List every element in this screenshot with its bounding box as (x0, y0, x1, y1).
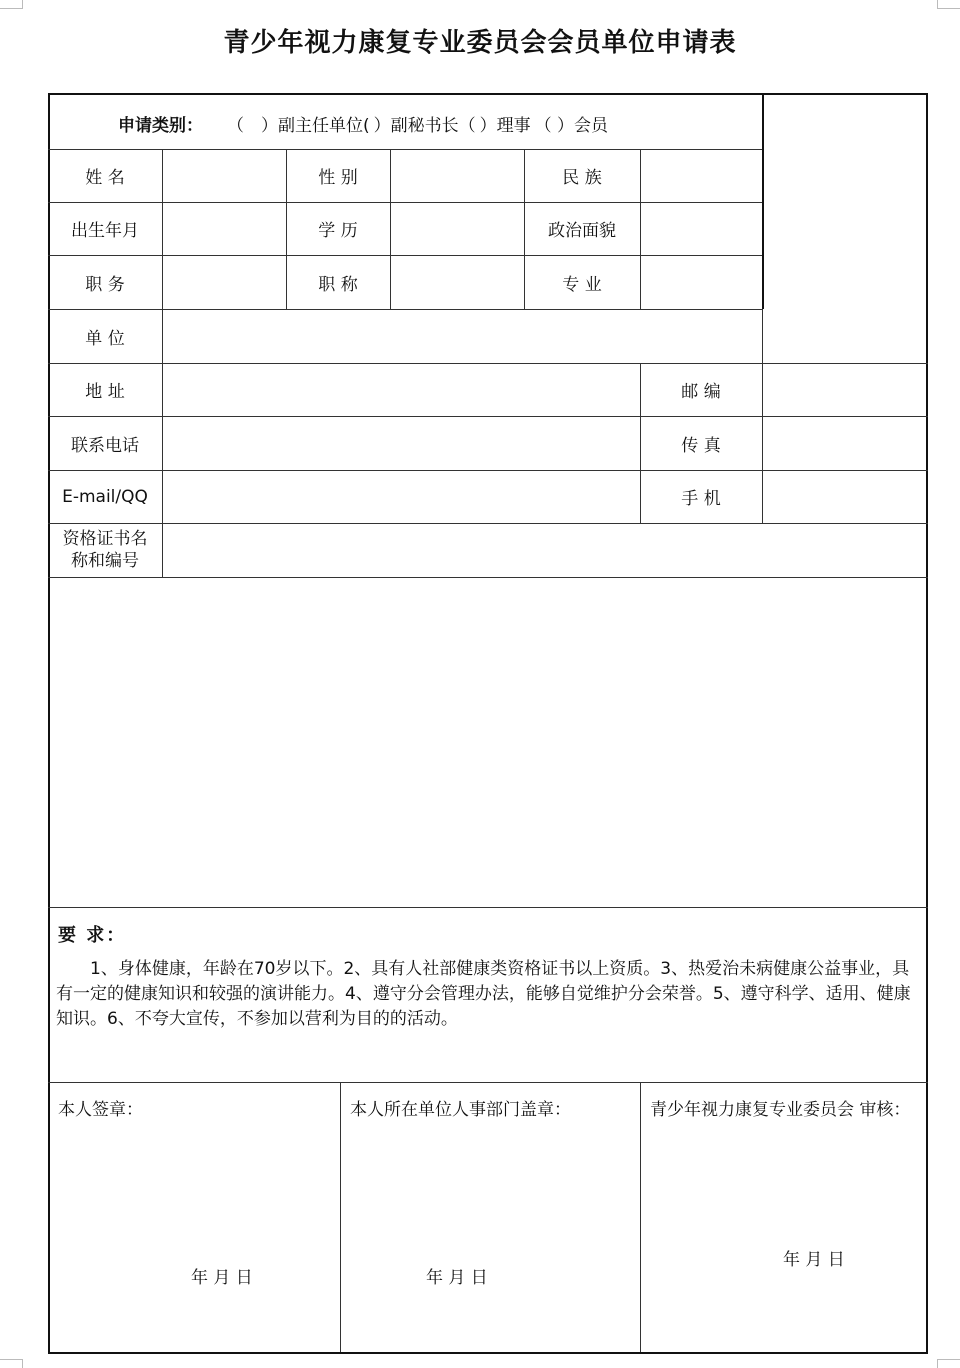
label-fax: 传 真 (681, 435, 721, 456)
major-field[interactable] (640, 255, 762, 309)
crop-mark-bottom-right (937, 1359, 960, 1368)
application-type-row (118, 111, 608, 136)
unit-field[interactable] (162, 309, 762, 363)
dept-seal-label: 本人所在单位人事部门盖章： (350, 1100, 571, 1120)
page-title: 青少年视力康复专业委员会会员单位申请表 (223, 28, 737, 58)
label-certificate-line2: 称和编号 (71, 551, 139, 571)
label-birth: 出生年月 (71, 221, 139, 241)
crop-mark-bottom-left (0, 1359, 23, 1368)
label-position: 职 务 (85, 274, 125, 295)
position-field[interactable] (162, 255, 286, 309)
address-field[interactable] (162, 363, 640, 416)
option-vice-director[interactable]: （ ）副主任单位( (227, 116, 370, 136)
label-email: E-mail/QQ (62, 486, 148, 507)
mobile-field[interactable] (762, 470, 928, 523)
label-certificate-line1: 资格证书名 (62, 529, 148, 549)
gender-field[interactable] (390, 149, 524, 202)
crop-mark-top-left (0, 0, 23, 9)
application-type-label: 申请类别： (118, 116, 203, 136)
label-major: 专 业 (562, 274, 602, 295)
email-field[interactable] (162, 470, 640, 523)
option-director[interactable]: ）理事 (479, 116, 531, 136)
birth-field[interactable] (162, 202, 286, 255)
photo-box[interactable] (762, 93, 928, 363)
requirements-title: 要 求： (58, 925, 127, 946)
label-postcode: 邮 编 (681, 382, 721, 402)
label-phone: 联系电话 (71, 435, 139, 456)
name-field[interactable] (162, 149, 286, 202)
self-date[interactable]: 年 月 日 (191, 1268, 253, 1288)
label-ethnicity: 民 族 (562, 168, 602, 188)
title-rank-field[interactable] (390, 255, 524, 309)
label-certificate (48, 523, 162, 577)
label-education: 学 历 (318, 221, 358, 241)
option-member[interactable]: （ ）会员 (534, 116, 609, 136)
certificate-field[interactable] (162, 523, 928, 577)
postcode-field[interactable] (762, 363, 928, 416)
crop-mark-top-right (937, 0, 960, 9)
education-field[interactable] (390, 202, 524, 255)
ethnicity-field[interactable] (640, 149, 762, 202)
label-address: 地 址 (85, 382, 125, 402)
label-unit: 单 位 (85, 328, 125, 349)
requirements-text: 1、身体健康，年龄在70岁以下。2、具有人社部健康类资格证书以上资质。3、热爱治未病健康公益事业，具有一定的健康知识和较强的演讲能力。4、遵守分会管理办法，能够自觉维护分会荣誉。5、遵守科学、适用、健康知识。6、不夸大宣传，不参加以营利为目的的活动。 (56, 959, 911, 1029)
label-title-rank: 职 称 (318, 274, 358, 295)
committee-review-label: 青少年视力康复专业委员会 审核： (650, 1100, 911, 1120)
label-political: 政治面貌 (548, 221, 616, 241)
political-field[interactable] (640, 202, 762, 255)
option-vice-secretary[interactable]: ）副秘书长（ (373, 116, 476, 136)
application-form (48, 93, 928, 1353)
label-gender: 性 别 (318, 168, 358, 188)
description-area[interactable] (48, 577, 928, 907)
self-signature-label: 本人签章： (58, 1100, 143, 1120)
phone-field[interactable] (162, 416, 640, 470)
label-mobile: 手 机 (681, 489, 721, 509)
fax-field[interactable] (762, 416, 928, 470)
dept-date[interactable]: 年 月 日 (426, 1268, 488, 1288)
label-name: 姓 名 (85, 168, 125, 188)
committee-date[interactable]: 年 月 日 (783, 1250, 845, 1270)
